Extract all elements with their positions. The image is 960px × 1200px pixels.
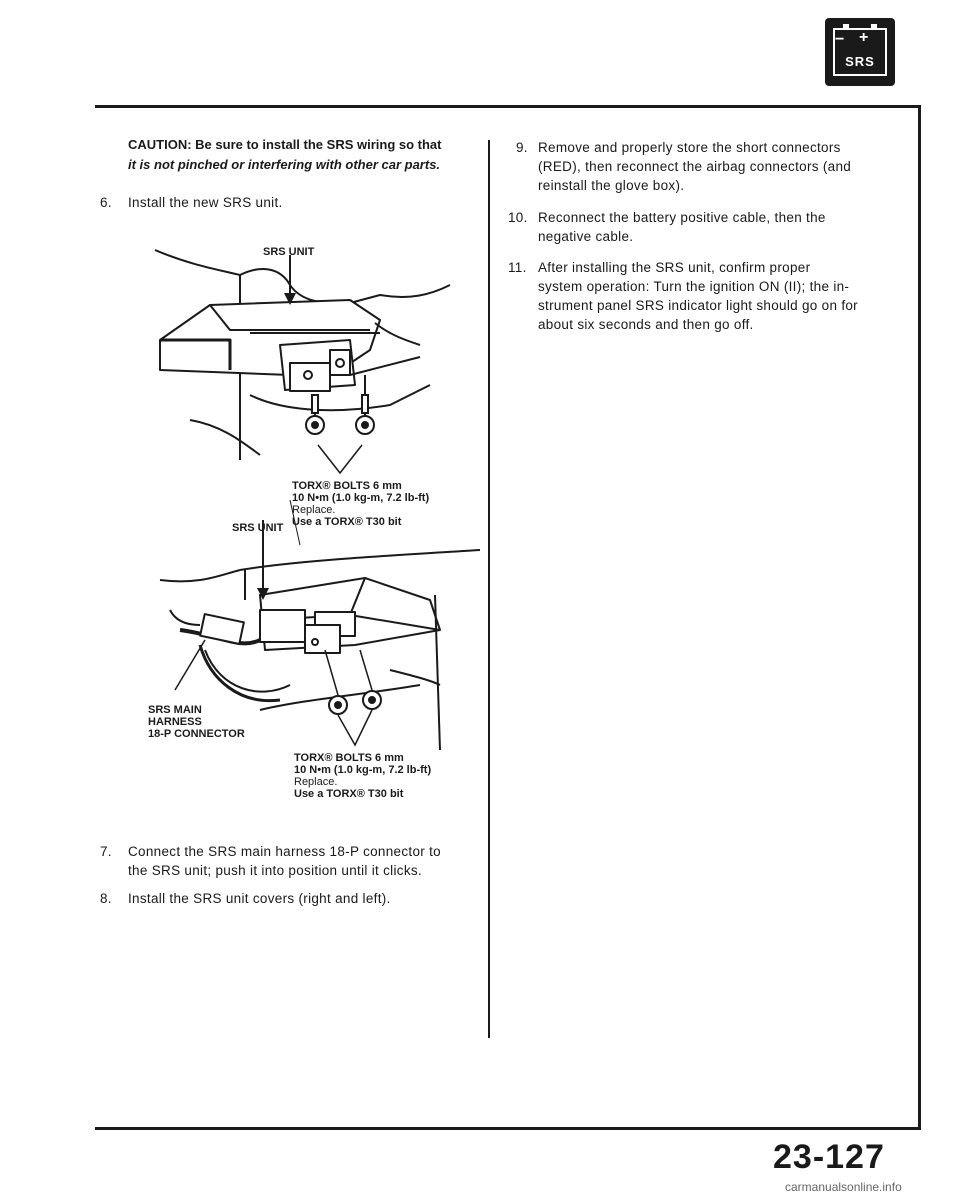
harness-leader xyxy=(175,640,205,690)
step-number: 11. xyxy=(508,260,527,275)
step-6 xyxy=(100,193,480,213)
step-text-line-2: negative cable. xyxy=(538,229,634,244)
bolt-replace-note: Replace. xyxy=(294,776,338,788)
figure2-srs-unit-label: SRS UNIT xyxy=(232,522,284,534)
step-text: Install the SRS unit covers (right and left). xyxy=(128,891,391,906)
bolt-leader xyxy=(338,710,372,745)
step-text-line-4: about six seconds and then go off. xyxy=(538,317,754,332)
step-text-line-1: Reconnect the battery positive cable, then the xyxy=(538,210,826,225)
step-text-line-3: strument panel SRS indicator light should go on for xyxy=(538,298,858,313)
step-number: 7. xyxy=(100,844,112,859)
plus-sign: + xyxy=(859,29,869,46)
bolt-torque: 10 N•m (1.0 kg-m, 7.2 lb-ft) xyxy=(292,492,430,504)
caution-label: CAUTION: xyxy=(128,137,192,152)
step-text-line-1: After installing the SRS unit, confirm proper xyxy=(538,260,811,275)
mounting-bracket xyxy=(305,625,340,653)
unit-label-leader xyxy=(290,500,300,545)
bolt-spec: TORX® BOLTS 6 mm xyxy=(292,480,402,492)
step-11 xyxy=(508,258,908,338)
bottom-rule xyxy=(95,1127,921,1130)
harness-label-line-3: 18-P CONNECTOR xyxy=(148,728,245,740)
bolt-leader xyxy=(318,445,362,473)
step-text-line-2: the SRS unit; push it into position until it clicks. xyxy=(128,863,422,878)
step-7 xyxy=(100,842,485,882)
srs-unit-connector xyxy=(260,610,305,642)
srs-unit-installation-figure xyxy=(150,245,490,475)
step-text-line-2: system operation: Turn the ignition ON (II); the in- xyxy=(538,279,850,294)
step-number: 8. xyxy=(100,891,112,906)
figure1-srs-unit-label: SRS UNIT xyxy=(263,246,315,258)
lower-panel-line xyxy=(240,550,480,570)
step-8 xyxy=(100,889,485,909)
bolt-replace-note: Replace. xyxy=(292,504,336,516)
torx-bolt-left xyxy=(329,696,347,714)
figure2-harness-callout xyxy=(148,704,245,740)
torx-bolt-right xyxy=(363,691,381,709)
step-number: 9. xyxy=(516,140,528,155)
bolt-spec: TORX® BOLTS 6 mm xyxy=(294,752,404,764)
step-text-line-3: reinstall the glove box). xyxy=(538,178,685,193)
caution-note xyxy=(128,135,478,175)
srs-badge xyxy=(825,18,895,86)
figure2-bolt-callout xyxy=(294,752,494,800)
caution-line-1: Be sure to install the SRS wiring so that xyxy=(195,137,442,152)
step-10 xyxy=(508,208,908,248)
bolt-tool-note: Use a TORX® T30 bit xyxy=(292,516,402,528)
top-rule xyxy=(95,105,921,108)
caution-line-2: it is not pinched or interfering with other car parts. xyxy=(128,157,441,172)
minus-sign: − xyxy=(835,31,845,48)
badge-label: SRS xyxy=(845,54,875,69)
page-number: 23-127 xyxy=(773,1138,885,1176)
step-text-line-1: Remove and properly store the short connectors xyxy=(538,140,841,155)
step-text-line-1: Connect the SRS main harness 18-P connector to xyxy=(128,844,441,859)
step-text: Install the new SRS unit. xyxy=(128,195,283,210)
harness-18p-connector xyxy=(200,614,244,644)
step-number: 6. xyxy=(100,195,112,210)
step-9 xyxy=(508,138,908,198)
harness-label-line-1: SRS MAIN xyxy=(148,704,202,716)
bolt-torque: 10 N•m (1.0 kg-m, 7.2 lb-ft) xyxy=(294,764,432,776)
step-text-line-2: (RED), then reconnect the airbag connectors (and xyxy=(538,159,852,174)
right-rule xyxy=(918,105,921,1130)
step-number: 10. xyxy=(508,210,528,225)
watermark: carmanualsonline.info xyxy=(785,1180,902,1194)
bolt-tool-note: Use a TORX® T30 bit xyxy=(294,788,404,800)
mounting-bracket xyxy=(290,363,330,391)
harness-label-line-2: HARNESS xyxy=(148,716,202,728)
